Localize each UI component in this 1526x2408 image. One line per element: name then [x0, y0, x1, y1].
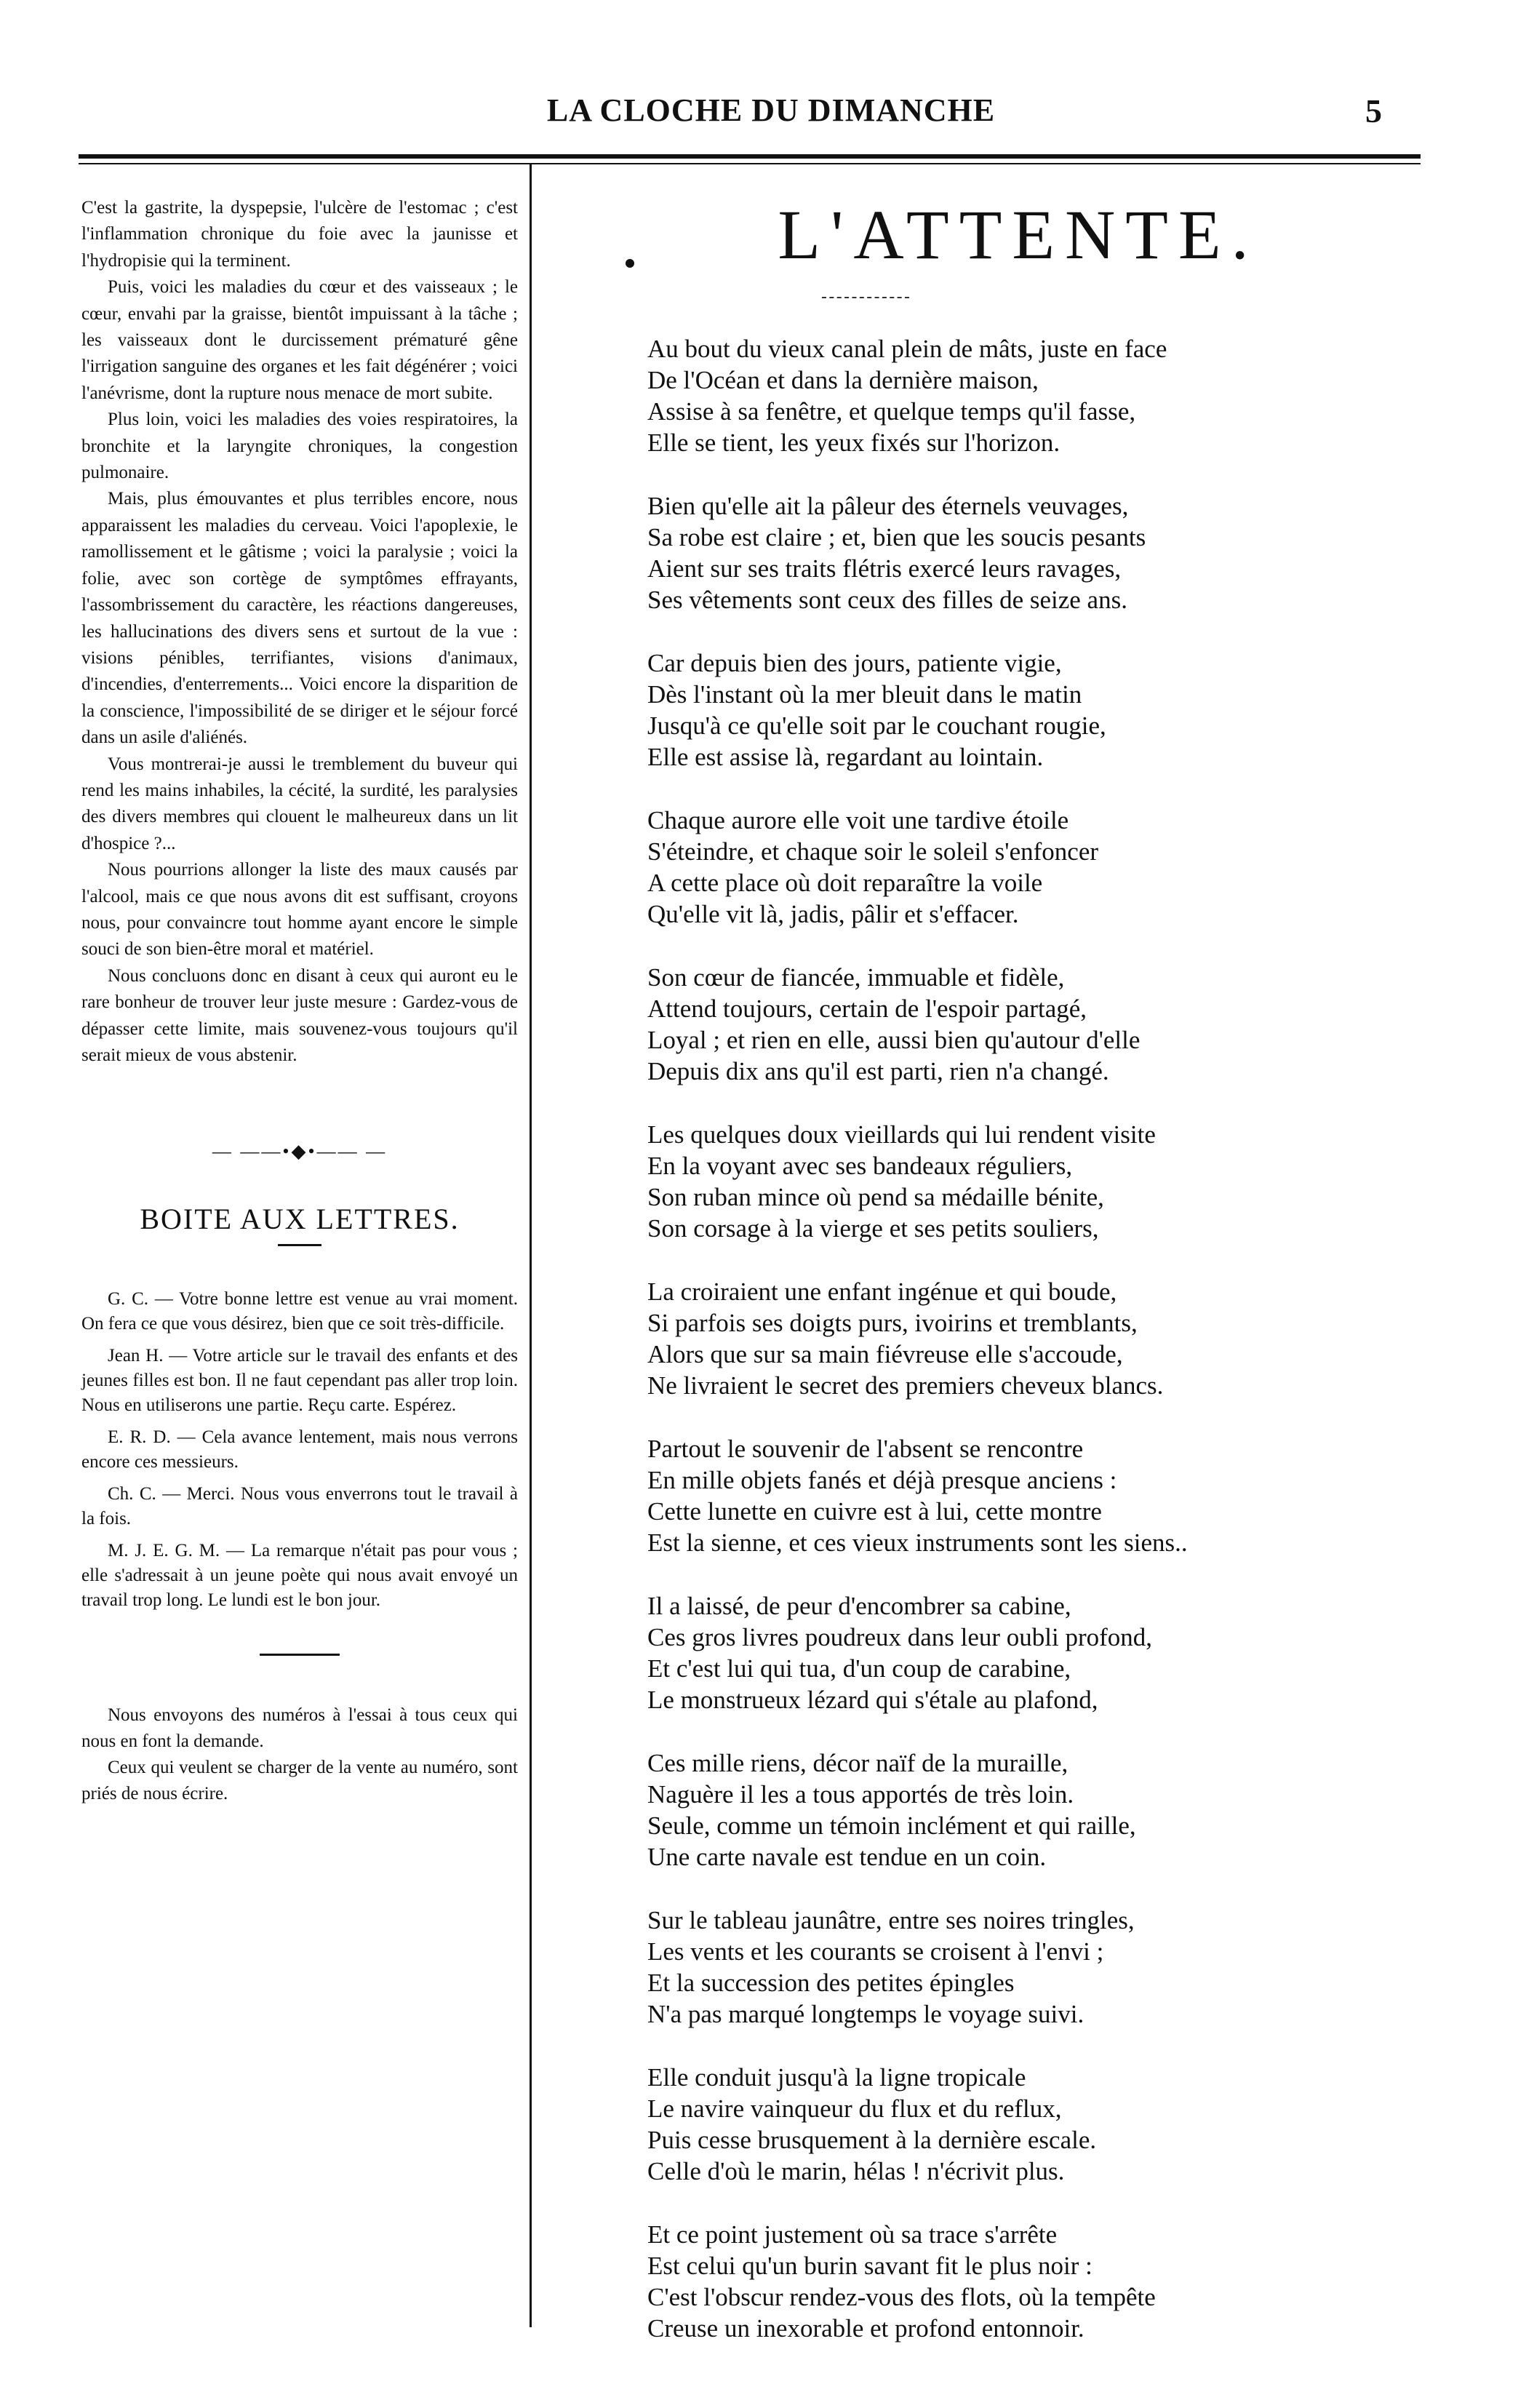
- poem-line: Elle est assise là, regardant au lointain.: [647, 743, 1044, 771]
- poem-line: Depuis dix ans qu'il est parti, rien n'a changé.: [647, 1057, 1109, 1085]
- poem-line: Seule, comme un témoin inclément et qui raille,: [647, 1811, 1136, 1840]
- notice-paragraph: Ceux qui veulent se charger de la vente au numéro, sont priés de nous écrire.: [81, 1758, 518, 1804]
- paragraph: Mais, plus émouvantes et plus terribles encore, nous apparaissent les maladies du cerveau. Voici l'apoplexie, le ramollissement et le gâtisme ; voici la paralysie ; voici la folie, avec son cortège de symptômes effrayants, l'assombrissement du caractère, les réactions dangereuses, les hallucinations des divers sens et surtout de la vue : visions pénibles, terrifiantes, visions d'animaux, d'incendies, d'enterrements... Voici encore la disparition de la conscience, l'impossibilité de se diriger et le séjour forcé dans un asile d'aliénés.: [81, 489, 518, 748]
- poem-line: Son cœur de fiancée, immuable et fidèle,: [647, 963, 1065, 992]
- paragraph: Puis, voici les maladies du cœur et des vaisseaux ; le cœur, envahi par la graisse, bientôt impuissant à la tâche ; les vaisseaux dont le durcissement prématuré gêne l'irrigation sanguine des organes et les fait dégénérer ; voici l'anévrisme, dont la rupture nous menace de mort subite.: [81, 277, 518, 403]
- poem-line: Et ce point justement où sa trace s'arrête: [647, 2220, 1058, 2249]
- poem-line: Ne livraient le secret des premiers cheveux blancs.: [647, 1371, 1164, 1400]
- poem-line: Elle se tient, les yeux fixés sur l'horizon.: [647, 428, 1060, 457]
- poem-line: Les quelques doux vieillards qui lui rendent visite: [647, 1120, 1156, 1149]
- poem-line: Alors que sur sa main fiévreuse elle s'accoude,: [647, 1340, 1123, 1368]
- poem-line: Si parfois ses doigts purs, ivoirins et tremblants,: [647, 1309, 1138, 1337]
- poem-line: Est la sienne, et ces vieux instruments sont les siens..: [647, 1528, 1188, 1557]
- letter-reply: Ch. C. — Merci. Nous vous enverrons tout le travail à la fois.: [81, 1484, 518, 1529]
- poem-stanza: [589, 962, 1447, 1087]
- left-column: [81, 195, 518, 1807]
- poem-line: Naguère il les a tous apportés de très loin.: [647, 1780, 1074, 1809]
- header-rule-thin: [79, 163, 1421, 164]
- poem-stanza: [589, 2219, 1447, 2344]
- section-rule: [278, 1244, 321, 1246]
- notice-section: [81, 1702, 518, 1807]
- poem-line: Son corsage à la vierge et ses petits souliers,: [647, 1214, 1099, 1243]
- poem-line: Dès l'instant où la mer bleuit dans le matin: [647, 680, 1082, 709]
- poem-stanza: [589, 647, 1447, 773]
- poem-stanza: [589, 1905, 1447, 2030]
- poem-stanza: [589, 490, 1447, 615]
- poem-line: Il a laissé, de peur d'encombrer sa cabine,: [647, 1592, 1071, 1620]
- poem-stanza: [589, 333, 1447, 458]
- poem-line: De l'Océan et dans la dernière maison,: [647, 366, 1039, 394]
- poem-line: Et c'est lui qui tua, d'un coup de carabine,: [647, 1654, 1071, 1683]
- newspaper-title: LA CLOCHE DU DIMANCHE: [546, 92, 996, 128]
- poem-line: Jusqu'à ce qu'elle soit par le couchant rougie,: [647, 711, 1106, 740]
- letter-reply: G. C. — Votre bonne lettre est venue au vrai moment. On fera ce que vous désirez, bien que ce soit très-difficile.: [81, 1289, 518, 1334]
- page-number: 5: [1365, 92, 1382, 129]
- right-column: [589, 195, 1447, 2376]
- poem-line: Le navire vainqueur du flux et du reflux,: [647, 2094, 1062, 2123]
- poem-line: Au bout du vieux canal plein de mâts, juste en face: [647, 335, 1167, 363]
- poem-stanza: [589, 2062, 1447, 2187]
- poem-line: En la voyant avec ses bandeaux réguliers,: [647, 1152, 1073, 1180]
- poem-line: Qu'elle vit là, jadis, pâlir et s'effacer.: [647, 900, 1019, 928]
- poem-line: Cette lunette en cuivre est à lui, cette montre: [647, 1497, 1102, 1526]
- paragraph: Plus loin, voici les maladies des voies respiratoires, la bronchite et la laryngite chroniques, la congestion pulmonaire.: [81, 410, 518, 483]
- header-rule-thick: [79, 154, 1421, 159]
- poem-line: La croiraient une enfant ingénue et qui boude,: [647, 1277, 1117, 1306]
- poem-line: Le monstrueux lézard qui s'étale au plafond,: [647, 1686, 1098, 1714]
- poem-line: Celle d'où le marin, hélas ! n'écrivit plus.: [647, 2157, 1065, 2185]
- letters-section: [81, 1287, 518, 1613]
- section-rule: [260, 1654, 340, 1656]
- letter-reply: Jean H. — Votre article sur le travail des enfants et des jeunes filles est bon. Il ne faut cependant pas aller trop loin. Nous en utiliserons une partie. Reçu carte. Espérez.: [81, 1346, 518, 1416]
- column-divider: [530, 163, 532, 2327]
- letter-reply: E. R. D. — Cela avance lentement, mais nous verrons encore ces messieurs.: [81, 1427, 518, 1472]
- poem-stanza: [589, 1433, 1447, 1558]
- poem-line: Sa robe est claire ; et, bien que les soucis pesants: [647, 523, 1146, 551]
- poem-stanza: [589, 1747, 1447, 1873]
- poem-line: C'est l'obscur rendez-vous des flots, où la tempête: [647, 2283, 1156, 2311]
- poem-line: Bien qu'elle ait la pâleur des éternels veuvages,: [647, 492, 1129, 520]
- poem-line: Creuse un inexorable et profond entonnoir.: [647, 2314, 1084, 2343]
- page-header: [73, 86, 1469, 144]
- section-ornament: — ——•◆•—— —: [212, 1141, 388, 1163]
- poem-line: N'a pas marqué longtemps le voyage suivi.: [647, 2000, 1084, 2028]
- poem-line: Est celui qu'un burin savant fit le plus noir :: [647, 2252, 1092, 2280]
- poem-line: Assise à sa fenêtre, et quelque temps qu'il fasse,: [647, 397, 1136, 426]
- poem-stanza: [589, 1590, 1447, 1715]
- poem-line: Loyal ; et rien en elle, aussi bien qu'autour d'elle: [647, 1026, 1140, 1054]
- notice-paragraph: Nous envoyons des numéros à l'essai à tous ceux qui nous en font la demande.: [81, 1705, 518, 1752]
- paragraph: Nous concluons donc en disant à ceux qui auront eu le rare bonheur de trouver leur juste mesure : Gardez-vous de dépasser cette limite, mais souvenez-vous toujours qu'il serait mieux de vous abstenir.: [81, 965, 518, 1065]
- poem-line: Son ruban mince où pend sa médaille bénite,: [647, 1183, 1104, 1211]
- poem-stanza: [589, 1119, 1447, 1244]
- poem-stanza: [589, 1276, 1447, 1401]
- poem-title: L'ATTENTE.: [778, 196, 1259, 274]
- poem-line: Et la succession des petites épingles: [647, 1969, 1015, 1997]
- poem-line: Une carte navale est tendue en un coin.: [647, 1843, 1047, 1871]
- poem-line: Car depuis bien des jours, patiente vigie,: [647, 649, 1062, 677]
- title-rule: [822, 297, 909, 298]
- poem-line: A cette place où doit reparaître la voile: [647, 869, 1043, 897]
- poem-line: Ses vêtements sont ceux des filles de seize ans.: [647, 586, 1127, 614]
- bullet-mark: [626, 259, 634, 268]
- poem-line: En mille objets fanés et déjà presque anciens :: [647, 1466, 1117, 1494]
- poem-line: Ces gros livres poudreux dans leur oubli profond,: [647, 1623, 1153, 1651]
- poem-body: [589, 333, 1447, 2344]
- boite-aux-lettres-heading: BOITE AUX LETTRES.: [140, 1202, 460, 1235]
- paragraph: Nous pourrions allonger la liste des maux causés par l'alcool, mais ce que nous avons dit est suffisant, croyons nous, pour convaincre tout homme ayant encore le simple souci de son bien-être moral et matériel.: [81, 860, 518, 960]
- poem-line: Attend toujours, certain de l'espoir partagé,: [647, 994, 1087, 1023]
- paragraph: Vous montrerai-je aussi le tremblement du buveur qui rend les mains inhabiles, la cécité, la surdité, les paralysies des divers membres qui clouent le malheureux dans un lit d'hospice ?...: [81, 754, 518, 853]
- poem-line: Sur le tableau jaunâtre, entre ses noires tringles,: [647, 1906, 1135, 1934]
- poem-stanza: [589, 805, 1447, 930]
- letter-reply: M. J. E. G. M. — La remarque n'était pas pour vous ; elle s'adressait à un jeune poète qui nous avait envoyé un travail trop long. Le lundi est le bon jour.: [81, 1541, 518, 1611]
- poem-line: Puis cesse brusquement à la dernière escale.: [647, 2126, 1097, 2154]
- poem-line: Aient sur ses traits flétris exercé leurs ravages,: [647, 554, 1122, 583]
- poem-line: Les vents et les courants se croisent à l'envi ;: [647, 1937, 1104, 1966]
- poem-line: Chaque aurore elle voit une tardive étoile: [647, 806, 1069, 834]
- poem-line: Elle conduit jusqu'à la ligne tropicale: [647, 2063, 1026, 2092]
- poem-line: Ces mille riens, décor naïf de la muraille,: [647, 1749, 1068, 1777]
- paragraph: C'est la gastrite, la dyspepsie, l'ulcère de l'estomac ; c'est l'inflammation chronique du foie avec la jaunisse et l'hydropisie qui la terminent.: [81, 198, 518, 271]
- article-body: [81, 195, 518, 1069]
- poem-line: S'éteindre, et chaque soir le soleil s'enfoncer: [647, 837, 1099, 866]
- poem-line: Partout le souvenir de l'absent se rencontre: [647, 1435, 1084, 1463]
